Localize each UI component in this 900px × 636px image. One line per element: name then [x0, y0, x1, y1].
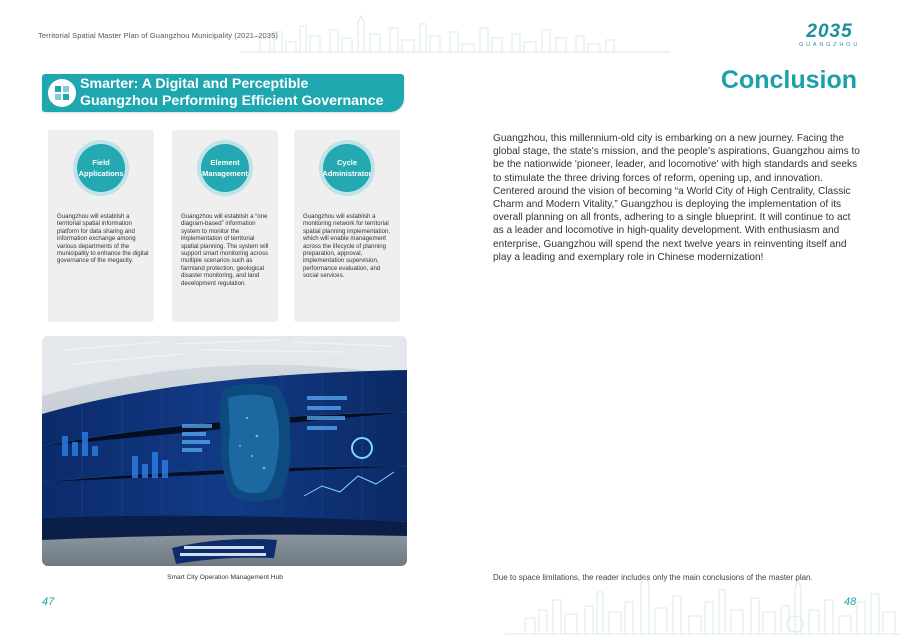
section-heading-line-1: Smarter: A Digital and Perceptible: [80, 76, 309, 92]
card-text: Guangzhou will establish a monitoring network for territorial spatial planning implementation, which will enable management across the lifecycle of planning preparation, approval, implementation supervision, performance evaluation, and social services.: [303, 213, 391, 280]
skyline-bottom-decoration: [505, 572, 900, 636]
card-text: Guangzhou will establish a territorial spatial information platform for data sharing and information exchange among various departments of the municipality to enhance the digital governance of the megacity.: [57, 213, 149, 265]
section-heading-line-2: Guangzhou Performing Efficient Governance: [80, 92, 384, 109]
logo-year: 2035: [806, 21, 853, 42]
right-page: [450, 0, 900, 636]
card-badge: [73, 140, 129, 196]
card-title-line-1: Field: [92, 158, 110, 167]
plan-logo: [799, 22, 860, 48]
page-number-right: 48: [844, 596, 857, 608]
card-title-line-1: Cycle: [337, 158, 358, 167]
document-title: Territorial Spatial Master Plan of Guangzhou Municipality (2021–2035): [38, 31, 278, 40]
page-title: Conclusion: [720, 66, 857, 94]
card-text: Guangzhou will establish a “one diagram-based” information system to monitor the implementation of territorial spatial planning. The system will support smart monitoring across multiple scenarios such as farmland protection, geological disaster monitoring, and land development regulation.: [181, 213, 269, 287]
card-title-line-2: Management: [202, 169, 248, 178]
section-banner: [42, 74, 404, 112]
logo-city: GUANGZHOU: [799, 42, 860, 48]
conclusion-body: Guangzhou, this millennium-old city is embarking on a new journey. Facing the global stage, the state's mission, and the people's aspirations, Guangzhou aims to be the nationwide 'pioneer, leader, and locomotive' with high standards and seeks to stimulate the three driving forces of reform, opening up, and innovation. Centered around the vision of becoming “a World City of High Centrality, Classic Charm and Modern Vitality,” Guangzhou is deploying the implementation of its overall planning on all fronts, adhering to a single blueprint. It will continue to act as a leader and locomotive in high-quality development. With enthusiasm and enterprise, Guangzhou will spend the next twelve years in reinventing itself and play a leading and exemplary role in Chinese modernization!: [493, 133, 860, 263]
card-title-line-1: Element: [210, 158, 240, 167]
card-badge: [319, 140, 375, 196]
qr-grid-icon: [48, 79, 76, 107]
card-badge: [197, 140, 253, 196]
card-cycle-administrator: [294, 130, 400, 322]
card-title-line-2: Applications: [78, 169, 124, 178]
card-title-line-2: Administrator: [322, 169, 372, 178]
card-element-management: [172, 130, 278, 322]
photo-caption: Smart City Operation Management Hub: [167, 574, 283, 581]
page-number-left: 47: [42, 596, 55, 608]
footnote: Due to space limitations, the reader includes only the main conclusions of the master plan.: [493, 573, 813, 582]
section-heading: [80, 76, 384, 109]
card-field-applications: [48, 130, 154, 322]
control-room-photo: [42, 336, 407, 566]
